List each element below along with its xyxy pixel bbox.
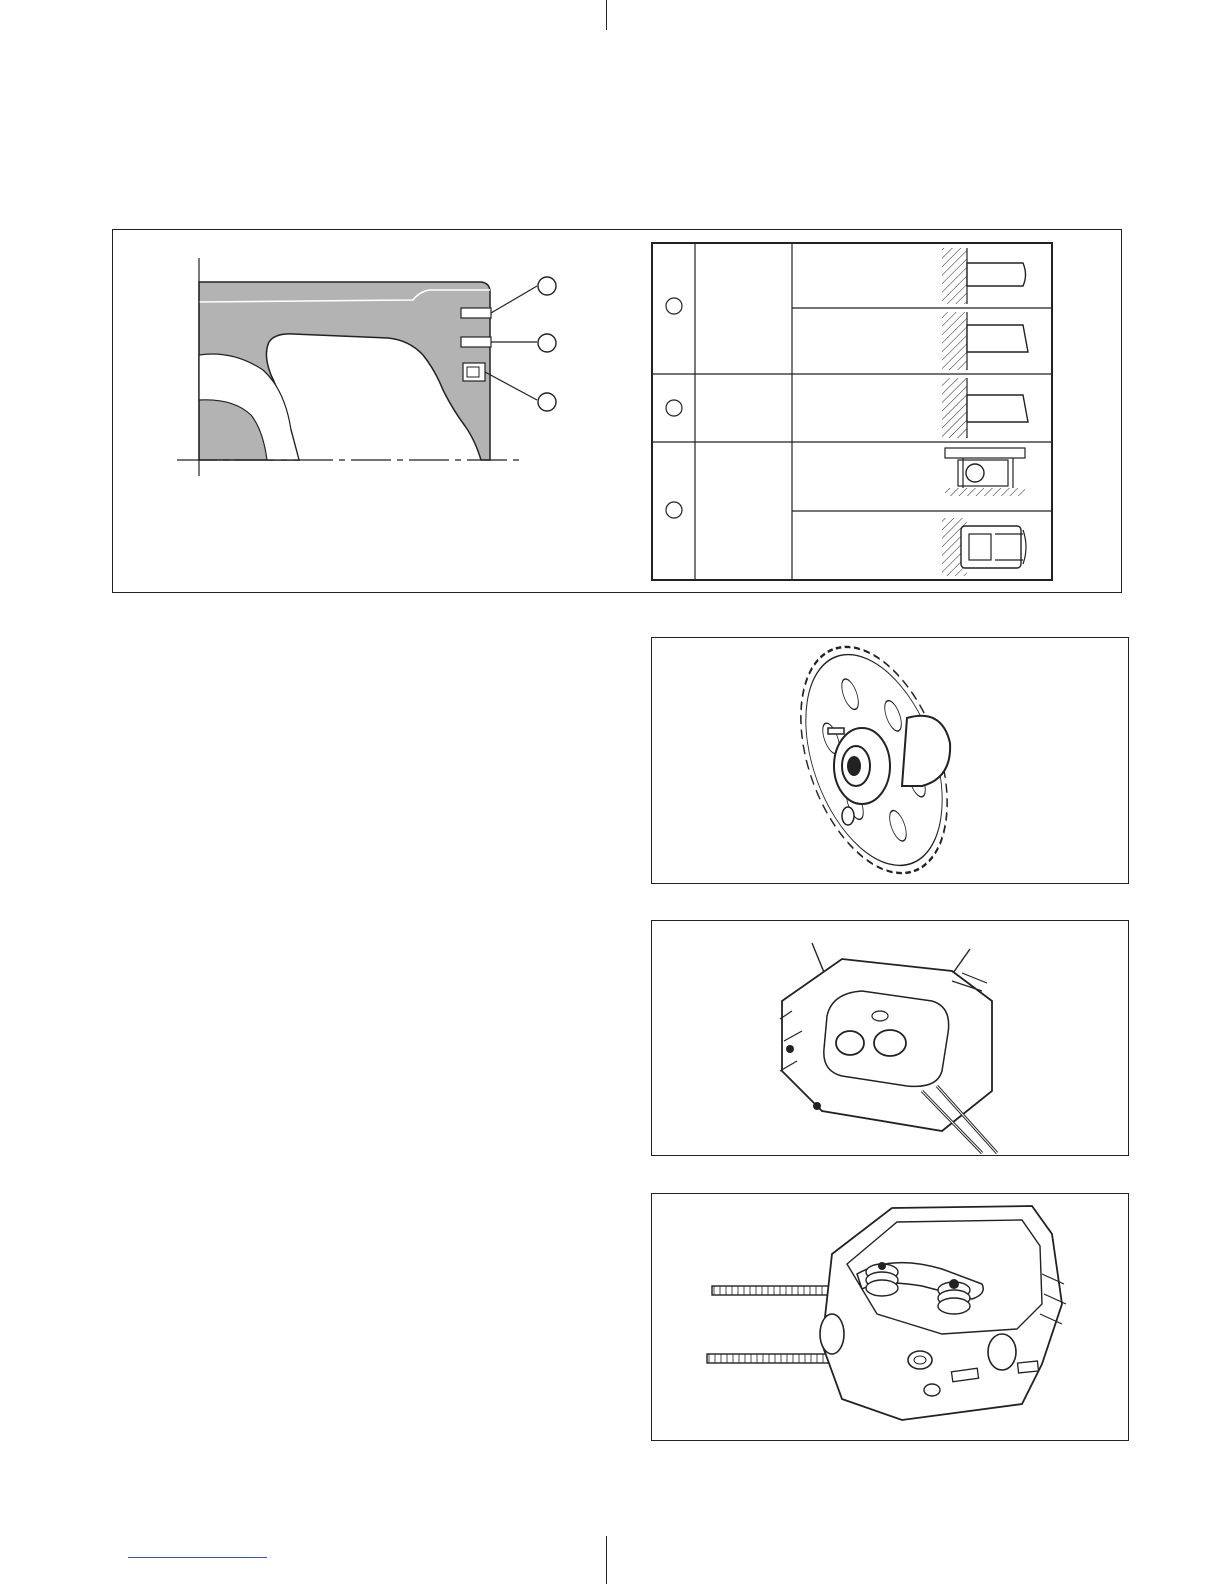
- top-gutter-mark: [606, 0, 607, 30]
- footer-link-underline: [128, 1557, 267, 1558]
- camshaft-gear-figure: [651, 637, 1129, 884]
- ring-profile-table: [652, 243, 1052, 580]
- cylinder-head-valve-figure: [651, 920, 1129, 1156]
- bottom-gutter-mark: [606, 1536, 607, 1584]
- camshaft-gear-illustration: [652, 638, 1127, 882]
- cylinder-head-valve-illustration: [652, 921, 1127, 1154]
- piston-ring-figure: [112, 229, 1122, 593]
- cylinder-head-rocker-illustration: [652, 1194, 1127, 1439]
- piston-cross-section: [113, 230, 1120, 591]
- cylinder-head-rocker-figure: [651, 1193, 1129, 1441]
